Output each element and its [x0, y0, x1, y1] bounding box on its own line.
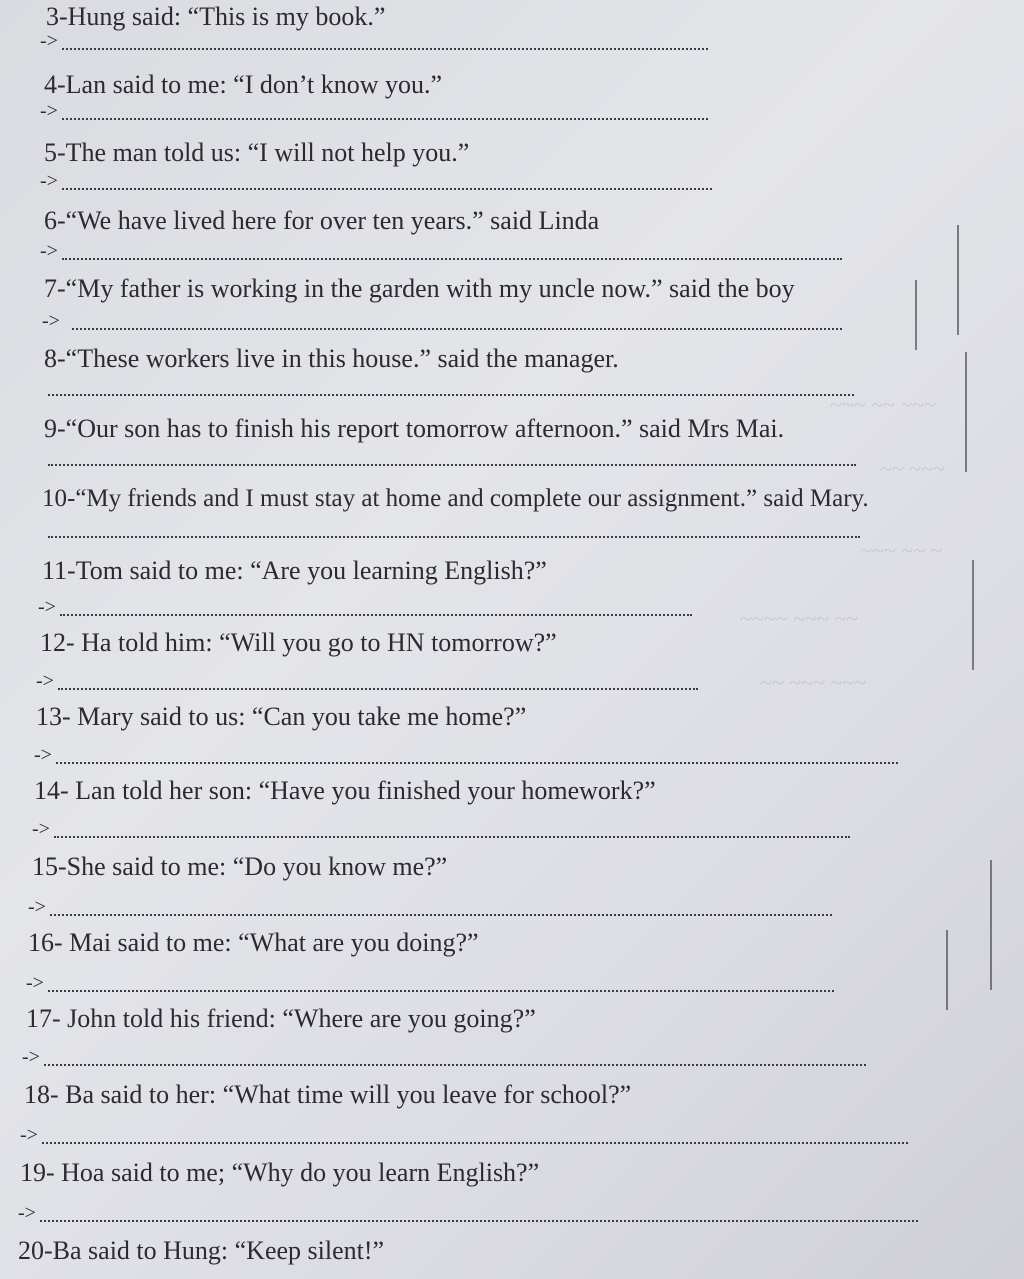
answer-dots — [62, 248, 842, 260]
answer-arrow: -> — [34, 744, 52, 766]
answer-dots — [58, 678, 698, 690]
answer-arrow: -> — [40, 30, 58, 52]
answer-dots — [48, 454, 856, 466]
answer-line-7[interactable] — [42, 310, 842, 332]
exercise-item-9: 9-“Our son has to finish his report tomorrow afternoon.” said Mrs Mai. — [44, 414, 785, 443]
answer-dots — [62, 178, 712, 190]
exercise-item-11: 11-Tom said to me: “Are you learning English?” — [42, 556, 547, 585]
exercise-item-19: 19- Hoa said to me; “Why do you learn English?” — [20, 1158, 540, 1187]
bleed-through-text: ~~~~ ~~~ ~~ — [740, 606, 859, 631]
answer-line-10[interactable] — [48, 526, 860, 540]
answer-arrow: -> — [26, 972, 44, 994]
answer-dots — [40, 1210, 918, 1222]
pen-mark — [990, 860, 992, 990]
answer-arrow: -> — [18, 1202, 36, 1224]
answer-line-8[interactable] — [48, 384, 854, 398]
exercise-item-13: 13- Mary said to us: “Can you take me home?” — [36, 702, 527, 731]
bleed-through-text: ~~ ~~~ — [880, 456, 946, 481]
bleed-through-text: ~~ ~~~ ~~~ — [760, 670, 867, 695]
pen-mark — [965, 352, 967, 472]
bleed-through-text: ~~~ ~~ ~ — [860, 538, 943, 563]
exercise-item-10: 10-“My friends and I must stay at home and complete our assignment.” said Mary. — [42, 485, 869, 512]
answer-dots — [48, 980, 834, 992]
answer-line-16[interactable] — [26, 972, 834, 994]
answer-arrow: -> — [40, 170, 58, 192]
answer-dots — [56, 752, 898, 764]
exercise-item-7: 7-“My father is working in the garden with my uncle now.” said the boy — [44, 274, 795, 303]
answer-line-15[interactable] — [28, 896, 832, 918]
answer-arrow: -> — [20, 1124, 38, 1146]
exercise-item-18: 18- Ba said to her: “What time will you leave for school?” — [24, 1080, 632, 1109]
answer-dots — [42, 1132, 908, 1144]
answer-line-3[interactable] — [40, 30, 708, 52]
answer-dots — [72, 318, 842, 330]
exercise-item-8: 8-“These workers live in this house.” said the manager. — [44, 344, 619, 373]
exercise-item-16: 16- Mai said to me: “What are you doing?” — [28, 928, 479, 957]
answer-line-6[interactable] — [40, 240, 842, 262]
answer-dots — [60, 604, 692, 616]
exercise-item-14: 14- Lan told her son: “Have you finished your homework?” — [34, 776, 656, 805]
answer-dots — [50, 904, 832, 916]
answer-line-17[interactable] — [22, 1046, 866, 1068]
answer-dots — [48, 526, 860, 538]
answer-dots — [62, 108, 708, 120]
answer-line-14[interactable] — [32, 818, 850, 840]
exercise-item-20: 20-Ba said to Hung: “Keep silent!” — [18, 1236, 385, 1265]
answer-line-4[interactable] — [40, 100, 708, 122]
exercise-item-12: 12- Ha told him: “Will you go to HN tomorrow?” — [40, 628, 557, 657]
answer-arrow: -> — [40, 240, 58, 262]
answer-arrow: -> — [32, 818, 50, 840]
answer-arrow: -> — [42, 310, 60, 332]
exercise-item-6: 6-“We have lived here for over ten years.” said Linda — [44, 206, 600, 235]
answer-line-18[interactable] — [20, 1124, 908, 1146]
exercise-item-17: 17- John told his friend: “Where are you going?” — [26, 1004, 536, 1033]
exercise-item-5: 5-The man told us: “I will not help you.” — [44, 138, 470, 167]
pen-mark — [915, 280, 917, 350]
answer-line-19[interactable] — [18, 1202, 918, 1224]
answer-arrow: -> — [40, 100, 58, 122]
exercise-item-3: 3-Hung said: “This is my book.” — [46, 2, 386, 31]
exercise-item-4: 4-Lan said to me: “I don’t know you.” — [44, 70, 443, 99]
answer-arrow: -> — [22, 1046, 40, 1068]
answer-line-13[interactable] — [34, 744, 898, 766]
answer-dots — [62, 38, 708, 50]
bleed-through-text: ~~~ ~~ ~~~ — [830, 392, 937, 417]
pen-mark — [957, 225, 959, 335]
answer-line-9[interactable] — [48, 454, 856, 468]
answer-dots — [44, 1054, 866, 1066]
answer-arrow: -> — [36, 670, 54, 692]
answer-line-11[interactable] — [38, 596, 692, 618]
answer-dots — [54, 826, 850, 838]
answer-line-12[interactable] — [36, 670, 698, 692]
pen-mark — [946, 930, 948, 1010]
answer-arrow: -> — [38, 596, 56, 618]
answer-arrow: -> — [28, 896, 46, 918]
answer-dots — [48, 384, 854, 396]
exercise-item-15: 15-She said to me: “Do you know me?” — [32, 852, 448, 881]
answer-line-5[interactable] — [40, 170, 712, 192]
pen-mark — [972, 560, 974, 670]
